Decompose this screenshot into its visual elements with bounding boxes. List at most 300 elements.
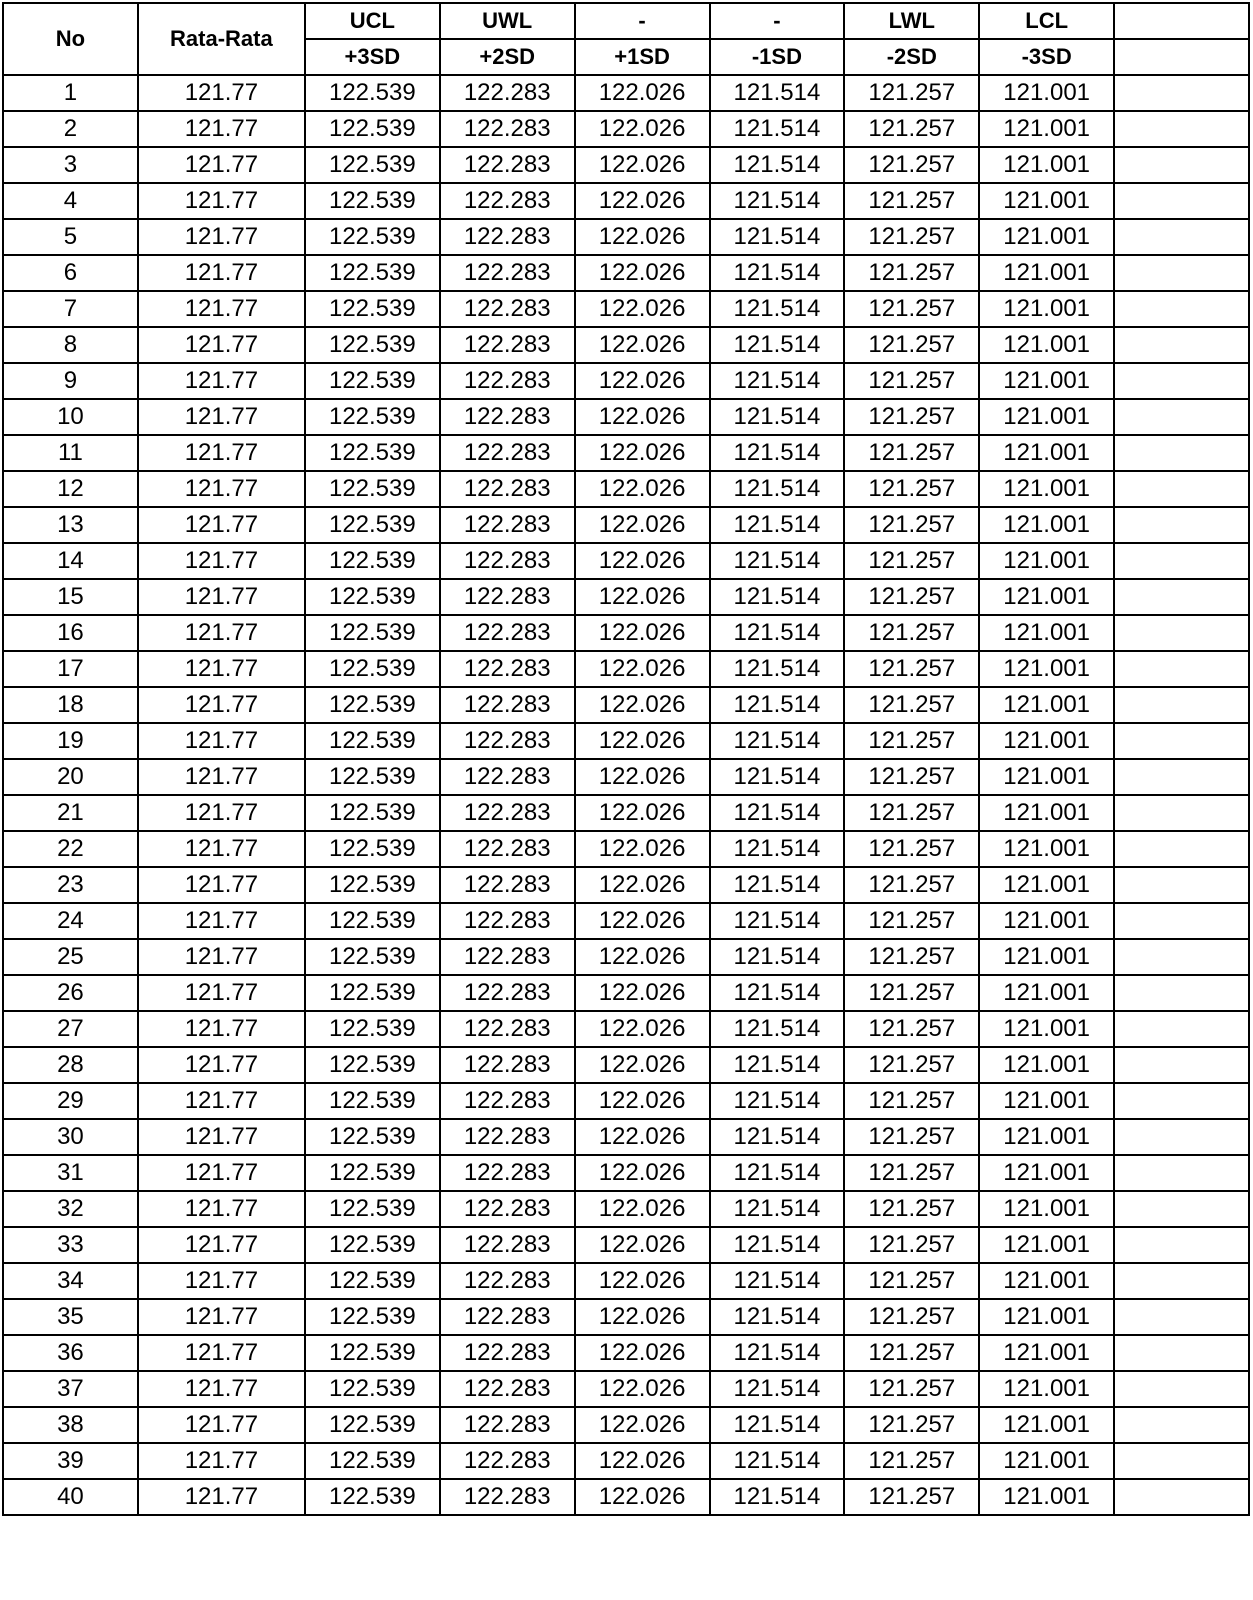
header-uwl: UWL [440,3,575,39]
cell-lcl-3sd: 121.001 [979,1443,1114,1479]
cell-no: 14 [3,543,138,579]
cell-uwl-2sd: 122.283 [440,939,575,975]
cell-ucl-3sd: 122.539 [305,651,440,687]
cell-plus-1sd: 122.026 [575,867,710,903]
cell-no: 8 [3,327,138,363]
cell-mean: 121.77 [138,795,305,831]
cell-uwl-2sd: 122.283 [440,1443,575,1479]
cell-uwl-2sd: 122.283 [440,471,575,507]
cell-uwl-2sd: 122.283 [440,723,575,759]
cell-uwl-2sd: 122.283 [440,291,575,327]
cell-ucl-3sd: 122.539 [305,1335,440,1371]
cell-uwl-2sd: 122.283 [440,1191,575,1227]
cell-ucl-3sd: 122.539 [305,1119,440,1155]
header-mean: Rata-Rata [138,3,305,75]
cell-lcl-3sd: 121.001 [979,471,1114,507]
table-row [3,579,1249,615]
cell-lcl-3sd: 121.001 [979,1299,1114,1335]
cell-lcl-3sd: 121.001 [979,867,1114,903]
cell-lcl-3sd: 121.001 [979,507,1114,543]
cell-minus-1sd: 121.514 [710,1263,845,1299]
cell-empty [1114,1155,1249,1191]
control-limits-table [2,2,1250,1516]
cell-empty [1114,831,1249,867]
cell-minus-1sd: 121.514 [710,903,845,939]
header-empty-top [1114,3,1249,39]
cell-empty [1114,1011,1249,1047]
cell-plus-1sd: 122.026 [575,1011,710,1047]
cell-mean: 121.77 [138,1263,305,1299]
cell-uwl-2sd: 122.283 [440,327,575,363]
cell-lcl-3sd: 121.001 [979,651,1114,687]
cell-lcl-3sd: 121.001 [979,1407,1114,1443]
cell-lwl-2sd: 121.257 [844,1299,979,1335]
cell-mean: 121.77 [138,75,305,111]
cell-mean: 121.77 [138,1155,305,1191]
cell-empty [1114,1479,1249,1515]
cell-lwl-2sd: 121.257 [844,795,979,831]
cell-lcl-3sd: 121.001 [979,1191,1114,1227]
cell-lcl-3sd: 121.001 [979,1119,1114,1155]
cell-no: 23 [3,867,138,903]
cell-uwl-2sd: 122.283 [440,1407,575,1443]
cell-no: 27 [3,1011,138,1047]
cell-mean: 121.77 [138,1407,305,1443]
table-row [3,75,1249,111]
table-row [3,219,1249,255]
cell-minus-1sd: 121.514 [710,75,845,111]
header-minus1-label: - [710,3,845,39]
cell-lwl-2sd: 121.257 [844,471,979,507]
cell-empty [1114,723,1249,759]
cell-plus-1sd: 122.026 [575,1299,710,1335]
cell-empty [1114,507,1249,543]
cell-lwl-2sd: 121.257 [844,867,979,903]
cell-mean: 121.77 [138,507,305,543]
cell-minus-1sd: 121.514 [710,435,845,471]
cell-mean: 121.77 [138,1299,305,1335]
cell-mean: 121.77 [138,975,305,1011]
cell-minus-1sd: 121.514 [710,363,845,399]
header-minus1sd: -1SD [710,39,845,75]
cell-plus-1sd: 122.026 [575,1083,710,1119]
cell-empty [1114,543,1249,579]
cell-mean: 121.77 [138,1047,305,1083]
cell-plus-1sd: 122.026 [575,1479,710,1515]
cell-empty [1114,975,1249,1011]
cell-mean: 121.77 [138,723,305,759]
cell-minus-1sd: 121.514 [710,1479,845,1515]
cell-lcl-3sd: 121.001 [979,759,1114,795]
cell-mean: 121.77 [138,1479,305,1515]
table-row [3,327,1249,363]
cell-lcl-3sd: 121.001 [979,795,1114,831]
cell-plus-1sd: 122.026 [575,1443,710,1479]
cell-empty [1114,903,1249,939]
cell-lwl-2sd: 121.257 [844,939,979,975]
cell-no: 30 [3,1119,138,1155]
table-row [3,1443,1249,1479]
cell-lwl-2sd: 121.257 [844,723,979,759]
cell-minus-1sd: 121.514 [710,687,845,723]
cell-empty [1114,147,1249,183]
cell-empty [1114,111,1249,147]
cell-uwl-2sd: 122.283 [440,399,575,435]
cell-lwl-2sd: 121.257 [844,435,979,471]
cell-plus-1sd: 122.026 [575,687,710,723]
cell-lwl-2sd: 121.257 [844,327,979,363]
header-minus3sd: -3SD [979,39,1114,75]
cell-lwl-2sd: 121.257 [844,687,979,723]
cell-mean: 121.77 [138,1227,305,1263]
cell-lcl-3sd: 121.001 [979,183,1114,219]
cell-lwl-2sd: 121.257 [844,399,979,435]
cell-lwl-2sd: 121.257 [844,903,979,939]
cell-minus-1sd: 121.514 [710,1011,845,1047]
cell-minus-1sd: 121.514 [710,1299,845,1335]
cell-plus-1sd: 122.026 [575,111,710,147]
cell-no: 36 [3,1335,138,1371]
cell-ucl-3sd: 122.539 [305,363,440,399]
cell-mean: 121.77 [138,291,305,327]
table-header [3,3,1249,75]
cell-mean: 121.77 [138,579,305,615]
cell-uwl-2sd: 122.283 [440,255,575,291]
cell-no: 17 [3,651,138,687]
cell-mean: 121.77 [138,1011,305,1047]
table-row [3,507,1249,543]
cell-lcl-3sd: 121.001 [979,831,1114,867]
cell-no: 2 [3,111,138,147]
cell-plus-1sd: 122.026 [575,759,710,795]
cell-uwl-2sd: 122.283 [440,903,575,939]
header-row-limits [3,3,1249,39]
cell-minus-1sd: 121.514 [710,651,845,687]
cell-no: 11 [3,435,138,471]
table-row [3,255,1249,291]
cell-ucl-3sd: 122.539 [305,723,440,759]
cell-lwl-2sd: 121.257 [844,1443,979,1479]
table-row [3,1479,1249,1515]
cell-lcl-3sd: 121.001 [979,399,1114,435]
cell-lwl-2sd: 121.257 [844,75,979,111]
cell-uwl-2sd: 122.283 [440,1083,575,1119]
table-row [3,795,1249,831]
cell-no: 38 [3,1407,138,1443]
cell-mean: 121.77 [138,1119,305,1155]
cell-no: 33 [3,1227,138,1263]
cell-uwl-2sd: 122.283 [440,183,575,219]
cell-lwl-2sd: 121.257 [844,831,979,867]
cell-plus-1sd: 122.026 [575,75,710,111]
cell-no: 34 [3,1263,138,1299]
cell-lwl-2sd: 121.257 [844,759,979,795]
cell-lcl-3sd: 121.001 [979,219,1114,255]
cell-ucl-3sd: 122.539 [305,1227,440,1263]
cell-empty [1114,1119,1249,1155]
cell-lwl-2sd: 121.257 [844,1371,979,1407]
cell-no: 39 [3,1443,138,1479]
cell-uwl-2sd: 122.283 [440,867,575,903]
cell-plus-1sd: 122.026 [575,903,710,939]
table-row [3,435,1249,471]
cell-minus-1sd: 121.514 [710,939,845,975]
cell-minus-1sd: 121.514 [710,867,845,903]
cell-ucl-3sd: 122.539 [305,507,440,543]
cell-lwl-2sd: 121.257 [844,507,979,543]
cell-lwl-2sd: 121.257 [844,543,979,579]
cell-mean: 121.77 [138,1443,305,1479]
table-row [3,867,1249,903]
cell-plus-1sd: 122.026 [575,399,710,435]
cell-empty [1114,1335,1249,1371]
cell-plus-1sd: 122.026 [575,723,710,759]
cell-mean: 121.77 [138,543,305,579]
cell-mean: 121.77 [138,759,305,795]
cell-plus-1sd: 122.026 [575,507,710,543]
cell-minus-1sd: 121.514 [710,831,845,867]
cell-lwl-2sd: 121.257 [844,1047,979,1083]
cell-uwl-2sd: 122.283 [440,543,575,579]
header-plus1-label: - [575,3,710,39]
cell-minus-1sd: 121.514 [710,1407,845,1443]
cell-uwl-2sd: 122.283 [440,219,575,255]
cell-empty [1114,579,1249,615]
cell-no: 29 [3,1083,138,1119]
cell-ucl-3sd: 122.539 [305,867,440,903]
cell-minus-1sd: 121.514 [710,111,845,147]
cell-lcl-3sd: 121.001 [979,363,1114,399]
cell-empty [1114,759,1249,795]
cell-lwl-2sd: 121.257 [844,219,979,255]
cell-minus-1sd: 121.514 [710,219,845,255]
cell-ucl-3sd: 122.539 [305,975,440,1011]
cell-ucl-3sd: 122.539 [305,1299,440,1335]
cell-empty [1114,1371,1249,1407]
cell-uwl-2sd: 122.283 [440,1263,575,1299]
cell-uwl-2sd: 122.283 [440,147,575,183]
cell-minus-1sd: 121.514 [710,1227,845,1263]
cell-uwl-2sd: 122.283 [440,507,575,543]
cell-lwl-2sd: 121.257 [844,1335,979,1371]
cell-lcl-3sd: 121.001 [979,579,1114,615]
cell-uwl-2sd: 122.283 [440,1479,575,1515]
header-minus2sd: -2SD [844,39,979,75]
cell-minus-1sd: 121.514 [710,327,845,363]
table-row [3,1083,1249,1119]
cell-no: 9 [3,363,138,399]
cell-minus-1sd: 121.514 [710,1335,845,1371]
cell-lcl-3sd: 121.001 [979,1371,1114,1407]
cell-mean: 121.77 [138,651,305,687]
cell-uwl-2sd: 122.283 [440,975,575,1011]
cell-empty [1114,327,1249,363]
cell-minus-1sd: 121.514 [710,1047,845,1083]
table-row [3,687,1249,723]
cell-minus-1sd: 121.514 [710,471,845,507]
cell-mean: 121.77 [138,399,305,435]
cell-no: 7 [3,291,138,327]
cell-lwl-2sd: 121.257 [844,1191,979,1227]
cell-no: 19 [3,723,138,759]
cell-plus-1sd: 122.026 [575,291,710,327]
cell-minus-1sd: 121.514 [710,1083,845,1119]
cell-ucl-3sd: 122.539 [305,939,440,975]
cell-lwl-2sd: 121.257 [844,363,979,399]
cell-lwl-2sd: 121.257 [844,291,979,327]
cell-mean: 121.77 [138,1083,305,1119]
cell-uwl-2sd: 122.283 [440,1011,575,1047]
cell-ucl-3sd: 122.539 [305,1155,440,1191]
cell-minus-1sd: 121.514 [710,723,845,759]
header-ucl: UCL [305,3,440,39]
cell-minus-1sd: 121.514 [710,579,845,615]
cell-lwl-2sd: 121.257 [844,183,979,219]
cell-mean: 121.77 [138,831,305,867]
cell-ucl-3sd: 122.539 [305,759,440,795]
cell-plus-1sd: 122.026 [575,795,710,831]
cell-minus-1sd: 121.514 [710,1371,845,1407]
cell-minus-1sd: 121.514 [710,147,845,183]
cell-mean: 121.77 [138,903,305,939]
cell-ucl-3sd: 122.539 [305,75,440,111]
table-row [3,903,1249,939]
cell-minus-1sd: 121.514 [710,399,845,435]
cell-ucl-3sd: 122.539 [305,183,440,219]
table-row [3,471,1249,507]
cell-no: 25 [3,939,138,975]
table-row [3,147,1249,183]
table-body [3,75,1249,1515]
table-row [3,1371,1249,1407]
cell-plus-1sd: 122.026 [575,1407,710,1443]
cell-lcl-3sd: 121.001 [979,723,1114,759]
table-row [3,723,1249,759]
cell-mean: 121.77 [138,183,305,219]
cell-no: 18 [3,687,138,723]
cell-mean: 121.77 [138,363,305,399]
cell-lcl-3sd: 121.001 [979,111,1114,147]
cell-mean: 121.77 [138,255,305,291]
header-plus1sd: +1SD [575,39,710,75]
table-row [3,1335,1249,1371]
cell-minus-1sd: 121.514 [710,795,845,831]
cell-plus-1sd: 122.026 [575,255,710,291]
cell-empty [1114,1191,1249,1227]
cell-uwl-2sd: 122.283 [440,687,575,723]
cell-mean: 121.77 [138,435,305,471]
cell-uwl-2sd: 122.283 [440,435,575,471]
cell-lcl-3sd: 121.001 [979,1011,1114,1047]
cell-mean: 121.77 [138,219,305,255]
cell-plus-1sd: 122.026 [575,183,710,219]
header-plus2sd: +2SD [440,39,575,75]
cell-lwl-2sd: 121.257 [844,1155,979,1191]
cell-lcl-3sd: 121.001 [979,1227,1114,1263]
cell-no: 32 [3,1191,138,1227]
cell-lwl-2sd: 121.257 [844,1011,979,1047]
table-row [3,291,1249,327]
cell-ucl-3sd: 122.539 [305,111,440,147]
cell-lcl-3sd: 121.001 [979,543,1114,579]
cell-mean: 121.77 [138,111,305,147]
cell-ucl-3sd: 122.539 [305,291,440,327]
header-lwl: LWL [844,3,979,39]
cell-ucl-3sd: 122.539 [305,831,440,867]
cell-lcl-3sd: 121.001 [979,435,1114,471]
cell-empty [1114,1407,1249,1443]
cell-no: 13 [3,507,138,543]
cell-ucl-3sd: 122.539 [305,1371,440,1407]
cell-ucl-3sd: 122.539 [305,471,440,507]
cell-uwl-2sd: 122.283 [440,1119,575,1155]
cell-uwl-2sd: 122.283 [440,111,575,147]
cell-ucl-3sd: 122.539 [305,327,440,363]
cell-ucl-3sd: 122.539 [305,147,440,183]
cell-uwl-2sd: 122.283 [440,759,575,795]
header-plus3sd: +3SD [305,39,440,75]
cell-ucl-3sd: 122.539 [305,399,440,435]
cell-ucl-3sd: 122.539 [305,1083,440,1119]
cell-lwl-2sd: 121.257 [844,111,979,147]
cell-lcl-3sd: 121.001 [979,975,1114,1011]
cell-no: 40 [3,1479,138,1515]
cell-plus-1sd: 122.026 [575,219,710,255]
cell-uwl-2sd: 122.283 [440,1335,575,1371]
table-row [3,363,1249,399]
cell-plus-1sd: 122.026 [575,363,710,399]
cell-ucl-3sd: 122.539 [305,1479,440,1515]
cell-lwl-2sd: 121.257 [844,651,979,687]
cell-lwl-2sd: 121.257 [844,1083,979,1119]
table-row [3,1191,1249,1227]
cell-minus-1sd: 121.514 [710,1443,845,1479]
cell-plus-1sd: 122.026 [575,1371,710,1407]
cell-plus-1sd: 122.026 [575,579,710,615]
cell-no: 12 [3,471,138,507]
cell-ucl-3sd: 122.539 [305,1443,440,1479]
cell-ucl-3sd: 122.539 [305,1191,440,1227]
cell-no: 20 [3,759,138,795]
cell-uwl-2sd: 122.283 [440,1227,575,1263]
cell-empty [1114,1263,1249,1299]
table-row [3,399,1249,435]
table-row [3,1047,1249,1083]
cell-minus-1sd: 121.514 [710,507,845,543]
cell-empty [1114,435,1249,471]
cell-plus-1sd: 122.026 [575,435,710,471]
cell-no: 4 [3,183,138,219]
cell-lcl-3sd: 121.001 [979,687,1114,723]
cell-ucl-3sd: 122.539 [305,1047,440,1083]
cell-no: 37 [3,1371,138,1407]
cell-lcl-3sd: 121.001 [979,255,1114,291]
cell-uwl-2sd: 122.283 [440,75,575,111]
cell-mean: 121.77 [138,867,305,903]
cell-uwl-2sd: 122.283 [440,579,575,615]
cell-minus-1sd: 121.514 [710,1155,845,1191]
cell-empty [1114,687,1249,723]
table-row [3,111,1249,147]
cell-empty [1114,291,1249,327]
cell-minus-1sd: 121.514 [710,291,845,327]
cell-empty [1114,1083,1249,1119]
table-row [3,615,1249,651]
table-row [3,975,1249,1011]
cell-ucl-3sd: 122.539 [305,579,440,615]
cell-empty [1114,183,1249,219]
cell-lcl-3sd: 121.001 [979,1263,1114,1299]
